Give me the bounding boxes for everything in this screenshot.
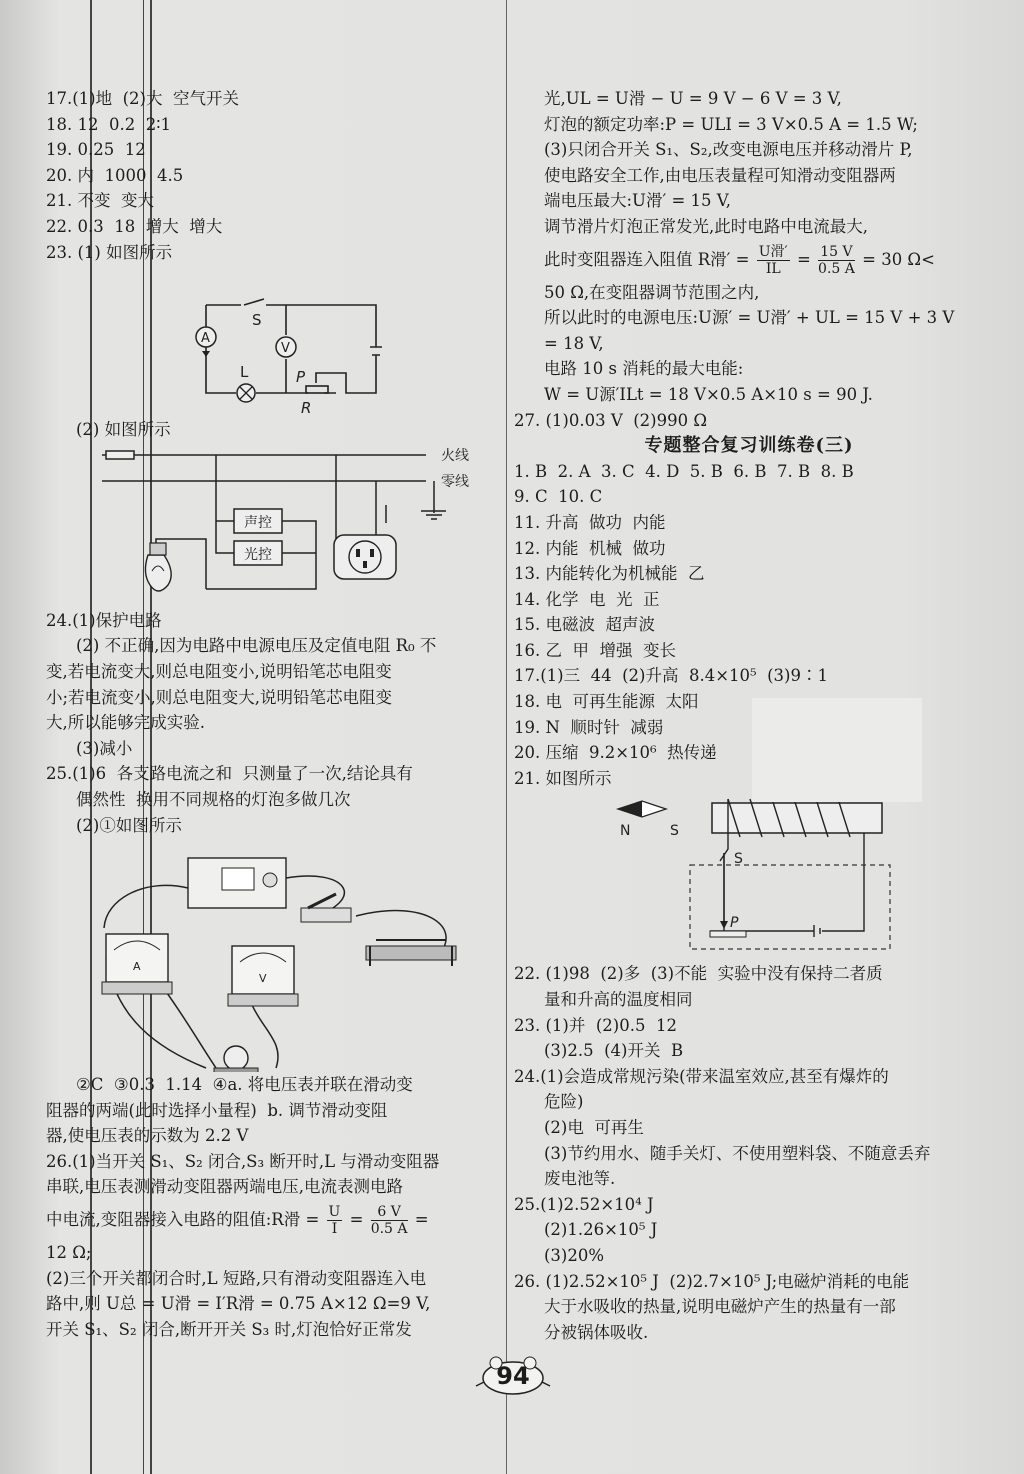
- answer-25-2: (2)1.26×10⁵ J: [544, 1220, 658, 1240]
- page-number-badge: [470, 1356, 556, 1396]
- answer-19: 19. N 顺时针 减弱: [514, 717, 664, 737]
- answer-25-1: 25.(1)6 各支路电流之和 只测量了一次,结论具有: [46, 764, 413, 784]
- answer-26-3-cont: W = U源′ILt = 18 V×0.5 A×10 s = 90 J.: [544, 384, 873, 404]
- sound-switch-label: 声控: [244, 514, 272, 531]
- ammeter-label: A: [133, 960, 141, 974]
- answer-13: 13. 内能转化为机械能 乙: [514, 564, 705, 584]
- switch-label: S: [252, 311, 262, 330]
- compass-south-label: S: [670, 823, 679, 840]
- rheostat-label: R: [301, 399, 312, 416]
- voltmeter-label: V: [281, 341, 290, 357]
- fraction: $\frac{U}{I}$: [328, 1204, 341, 1238]
- answers-9-10: 9. C 10. C: [514, 487, 603, 507]
- answer-25-3-cont: 器,使电压表的示数为 2.2 V: [46, 1126, 249, 1146]
- answer-24-3: (3)减小: [76, 738, 133, 758]
- neutral-wire-label: 零线: [441, 473, 469, 490]
- left-column: [46, 86, 501, 1342]
- column-divider: [506, 0, 507, 1474]
- answer-18: 18. 电 可再生能源 太阳: [514, 692, 699, 712]
- answer-24-1: 24.(1)保护电路: [46, 610, 162, 630]
- answer-24-2: (2) 不正确,因为电路中电源电压及定值电阻 R₀ 不: [76, 636, 437, 656]
- answer-23: 23. (1)并 (2)0.5 12: [514, 1015, 677, 1035]
- answer-25-3-cont: 阻器的两端(此时选择小量程) b. 调节滑动变阻: [46, 1100, 388, 1120]
- wiring-diagram-23-2: [46, 443, 501, 608]
- answer-24-2-cont: 变,若电流变大,则总电阻变小,说明铅笔芯电阻变: [46, 661, 392, 681]
- answer-24-2-cont: 大,所以能够完成实验.: [46, 713, 205, 733]
- answer-26-1: 26.(1)当开关 S₁、S₂ 闭合,S₃ 断开时,L 与滑动变阻器: [46, 1151, 440, 1171]
- page-number: 94: [496, 1362, 530, 1390]
- slider-label: P: [730, 915, 739, 932]
- answer-26-3-cont: 所以此时的电源电压:U源′ = U滑′ + UL = 15 V + 3 V: [544, 308, 955, 328]
- answer-26-cont: 大于水吸收的热量,说明电磁炉产生的热量有一部: [544, 1297, 896, 1317]
- answer-21: 21. 不变 变大: [46, 191, 154, 211]
- answer-26-cont: 灯泡的额定功率:P = ULI = 3 V×0.5 A = 1.5 W;: [544, 114, 918, 134]
- answer-26-2-cont: 路中,则 U总 = U滑 = I′R滑 = 0.75 A×12 Ω=9 V,: [46, 1294, 431, 1314]
- answer-26-2: (2)三个开关都闭合时,L 短路,只有滑动变阻器连入电: [46, 1268, 427, 1288]
- answer-26-3-cont: 电路 10 s 消耗的最大电能:: [544, 359, 744, 379]
- answer-16: 16. 乙 甲 增强 变长: [514, 640, 676, 660]
- answer-24-3-cont: 废电池等.: [544, 1169, 616, 1189]
- answer-23-cont: (3)2.5 (4)开关 B: [544, 1041, 684, 1061]
- answer-26-1-result: 12 Ω;: [46, 1243, 92, 1263]
- answer-24-2-cont: 小;若电流变小,则总电阻变大,说明铅笔芯电阻变: [46, 687, 393, 707]
- answer-25-1: 25.(1)2.52×10⁴ J: [514, 1194, 654, 1214]
- answer-26-3: (3)只闭合开关 S₁、S₂,改变电源电压并移动滑片 P,: [544, 140, 913, 160]
- answer-26-2-cont: 开关 S₁、S₂ 闭合,断开开关 S₃ 时,灯泡恰好正常发: [46, 1319, 412, 1339]
- answer-19: 19. 0.25 12: [46, 140, 146, 160]
- answer-26-3-cont: 50 Ω,在变阻器调节范围之内,: [544, 282, 760, 302]
- answer-11: 11. 升高 做功 内能: [514, 512, 666, 532]
- answer-26-1-formula: 中电流,变阻器接入电路的阻值:R滑 = $\frac{U}{I}$ = $\frac{6 V}{0.5 A}$ =: [46, 1204, 429, 1238]
- circuit-photo-25: [46, 838, 501, 1072]
- answer-26-3-cont: = 18 V,: [544, 333, 604, 353]
- answer-22: 22. 0.3 18 增大 增大: [46, 216, 223, 236]
- answer-12: 12. 内能 机械 做功: [514, 538, 666, 558]
- lamp-label: L: [240, 363, 249, 382]
- answer-27: 27. (1)0.03 V (2)990 Ω: [514, 410, 708, 430]
- electromagnet-diagram-21: [514, 791, 984, 961]
- answer-24-3: (3)节约用水、随手关灯、不使用塑料袋、不随意丢弃: [544, 1143, 931, 1163]
- answer-26-3-formula: 此时变阻器连入阻值 R滑′ = $\frac{\text{U滑′}}{IL}$ = $\frac{15 V}{0.5 A}$ = 30 Ω<: [544, 243, 935, 277]
- answer-22-cont: 量和升高的温度相同: [544, 990, 693, 1010]
- blank-patch: [752, 698, 922, 802]
- compass-north-label: N: [620, 823, 631, 840]
- light-switch-label: 光控: [244, 546, 272, 563]
- answer-26-3-cont: 调节滑片灯泡正常发光,此时电路中电流最大,: [544, 216, 868, 236]
- answer-24-cont: 危险): [544, 1092, 584, 1112]
- fraction: $\frac{6 V}{0.5 A}$: [370, 1204, 408, 1238]
- answers-1-8: 1. B 2. A 3. C 4. D 5. B 6. B 7. B 8. B: [514, 461, 854, 481]
- fraction: $\frac{\text{U滑′}}{IL}$: [758, 243, 788, 277]
- fraction: $\frac{15 V}{0.5 A}$: [818, 243, 855, 277]
- answer-25-3: (3)20%: [544, 1245, 605, 1265]
- ammeter-label: A: [201, 331, 210, 347]
- answer-15: 15. 电磁波 超声波: [514, 615, 655, 635]
- answer-20: 20. 压缩 9.2×10⁶ 热传递: [514, 743, 717, 763]
- answer-21: 21. 如图所示: [514, 768, 612, 788]
- answer-17: 17.(1)地 (2)大 空气开关: [46, 89, 239, 108]
- answer-23: 23. (1) 如图所示: [46, 242, 173, 262]
- answer-24-2: (2)电 可再生: [544, 1118, 644, 1137]
- section-title: 专题整合复习训练卷(三): [644, 435, 854, 457]
- answer-23-2: (2) 如图所示: [76, 420, 171, 440]
- answer-20: 20. 内 1000 4.5: [46, 165, 184, 185]
- answer-26-cont: 分被锅体吸收.: [544, 1322, 649, 1342]
- answer-26-3-cont: 端电压最大:U滑′ = 15 V,: [544, 191, 732, 211]
- answer-18: 18. 12 0.2 2∶1: [46, 114, 171, 134]
- answer-26: 26. (1)2.52×10⁵ J (2)2.7×10⁵ J;电磁炉消耗的电能: [514, 1271, 910, 1291]
- answer-14: 14. 化学 电 光 正: [514, 589, 660, 609]
- answer-26-1-cont: 串联,电压表测滑动变阻器两端电压,电流表测电路: [46, 1177, 403, 1197]
- answer-25-1-cont: 偶然性 换用不同规格的灯泡多做几次: [76, 789, 351, 809]
- answer-25-3: ②C ③0.3 1.14 ④a. 将电压表并联在滑动变: [76, 1075, 413, 1095]
- voltmeter-label: V: [259, 972, 267, 986]
- answer-26-3-cont: 使电路安全工作,由电压表量程可知滑动变阻器两: [544, 165, 896, 185]
- answer-24: 24.(1)会造成常规污染(带来温室效应,甚至有爆炸的: [514, 1066, 889, 1086]
- answer-25-2: (2)①如图所示: [76, 815, 182, 835]
- answer-22: 22. (1)98 (2)多 (3)不能 实验中没有保持二者质: [514, 964, 883, 984]
- answer-17: 17.(1)三 44 (2)升高 8.4×10⁵ (3)9∶1: [514, 666, 828, 686]
- slider-label: P: [296, 368, 306, 387]
- live-wire-label: 火线: [441, 447, 469, 464]
- answer-26-cont: 光,UL = U滑 − U = 9 V − 6 V = 3 V,: [544, 89, 842, 108]
- switch-label: S: [734, 851, 743, 868]
- circuit-diagram-23-1: [46, 265, 501, 415]
